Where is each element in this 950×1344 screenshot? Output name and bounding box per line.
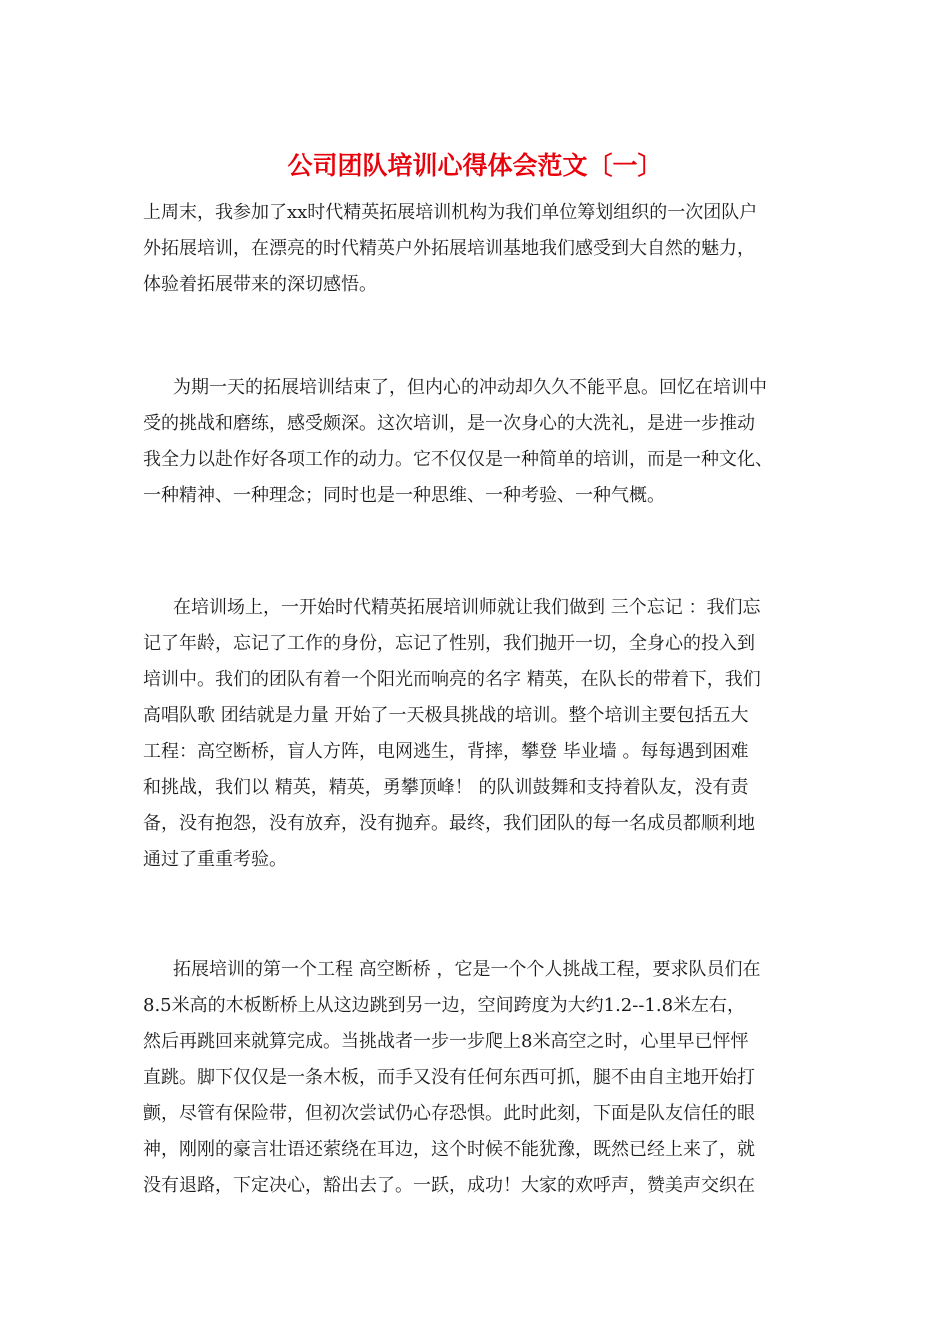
paragraph-line: 外拓展培训，在漂亮的时代精英户外拓展培训基地我们感受到大自然的魅力， bbox=[143, 238, 755, 259]
paragraph-line: 受的挑战和磨练，感受颇深。这次培训，是一次身心的大洗礼，是进一步推动 bbox=[143, 413, 755, 434]
paragraph-line: 在培训场上，一开始时代精英拓展培训师就让我们做到 三个忘记 ：我们忘 bbox=[173, 597, 761, 618]
paragraph-line: 体验着拓展带来的深切感悟。 bbox=[143, 274, 377, 295]
paragraph-line: 上周末，我参加了xx时代精英拓展培训机构为我们单位筹划组织的一次团队户 bbox=[143, 202, 758, 223]
paragraph-line: 颤，尽管有保险带，但初次尝试仍心存恐惧。此时此刻，下面是队友信任的眼 bbox=[143, 1103, 755, 1124]
document-title: 公司团队培训心得体会范文〔一〕 bbox=[287, 151, 663, 180]
paragraph-line: 神，刚刚的豪言壮语还萦绕在耳边，这个时候不能犹豫，既然已经上来了，就 bbox=[143, 1139, 755, 1160]
paragraph-line: 8.5米高的木板断桥上从这边跳到另一边，空间跨度为大约1.2--1.8米左右， bbox=[143, 995, 746, 1016]
paragraph-2 bbox=[143, 370, 813, 514]
paragraph-line: 为期一天的拓展培训结束了，但内心的冲动却久久不能平息。回忆在培训中 bbox=[173, 377, 767, 398]
paragraph-1 bbox=[143, 195, 813, 303]
paragraph-line: 没有退路，下定决心，豁出去了。一跃，成功！大家的欢呼声，赞美声交织在 bbox=[143, 1175, 755, 1196]
paragraph-3 bbox=[143, 590, 813, 878]
paragraph-line: 然后再跳回来就算完成。当挑战者一步一步爬上8米高空之时，心里早已怦怦 bbox=[143, 1031, 749, 1052]
paragraph-line: 通过了重重考验。 bbox=[143, 849, 287, 870]
paragraph-line: 一种精神、一种理念；同时也是一种思维、一种考验、一种气概。 bbox=[143, 485, 665, 506]
paragraph-line: 记了年龄，忘记了工作的身份，忘记了性别，我们抛开一切，全身心的投入到 bbox=[143, 633, 755, 654]
paragraph-line: 拓展培训的第一个工程 高空断桥 ，它是一个个人挑战工程，要求队员们在 bbox=[173, 959, 761, 980]
paragraph-line: 工程：高空断桥，盲人方阵，电网逃生，背摔，攀登 毕业墙 。每每遇到困难 bbox=[143, 741, 749, 762]
paragraph-line: 培训中。我们的团队有着一个阳光而响亮的名字 精英，在队长的带着下，我们 bbox=[143, 669, 761, 690]
paragraph-line: 和挑战，我们以 精英，精英，勇攀顶峰！ 的队训鼓舞和支持着队友，没有责 bbox=[143, 777, 749, 798]
paragraph-line: 直跳。脚下仅仅是一条木板，而手又没有任何东西可抓，腿不由自主地开始打 bbox=[143, 1067, 755, 1088]
paragraph-4 bbox=[143, 952, 813, 1204]
paragraph-line: 我全力以赴作好各项工作的动力。它不仅仅是一种简单的培训，而是一种文化、 bbox=[143, 449, 773, 470]
paragraph-line: 备，没有抱怨，没有放弃，没有抛弃。最终，我们团队的每一名成员都顺利地 bbox=[143, 813, 755, 834]
paragraph-line: 高唱队歌 团结就是力量 开始了一天极具挑战的培训。整个培训主要包括五大 bbox=[143, 705, 749, 726]
